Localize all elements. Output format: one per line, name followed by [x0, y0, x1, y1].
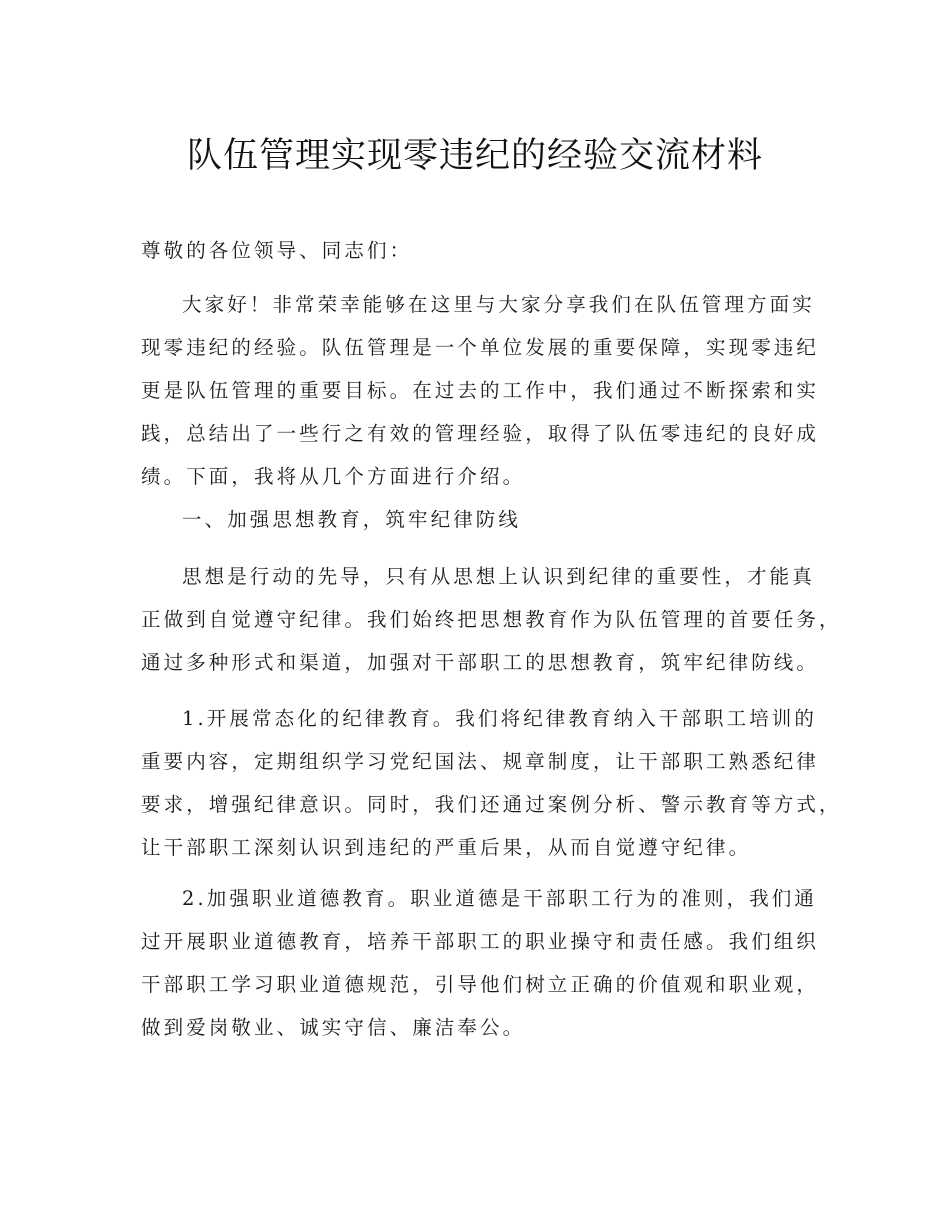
- salutation: [141, 229, 831, 272]
- document-title: 队伍管理实现零违纪的经验交流材料: [186, 136, 763, 177]
- paragraph-line: 现零违纪的经验。队伍管理是一个单位发展的重要保障，实现零违纪: [141, 336, 820, 359]
- paragraph-line: 1.开展常态化的纪律教育。我们将纪律教育纳入干部职工培训的: [182, 707, 818, 730]
- paragraph-line: 正做到自觉遵守纪律。我们始终把思想教育作为队伍管理的首要任务，: [141, 608, 842, 631]
- paragraph-line: 过开展职业道德教育，培养干部职工的职业操守和责任感。我们组织: [141, 930, 820, 953]
- paragraph-line: 绩。下面，我将从几个方面进行介绍。: [141, 465, 526, 488]
- paragraph-line: 思想是行动的先导，只有从思想上认识到纪律的重要性，才能真: [182, 565, 815, 588]
- paragraph-line: 要求，增强纪律意识。同时，我们还通过案例分析、警示教育等方式，: [141, 793, 842, 816]
- paragraph-line: 做到爱岗敬业、诚实守信、廉洁奉公。: [141, 1016, 526, 1039]
- paragraph-line: 通过多种形式和渠道，加强对干部职工的思想教育，筑牢纪律防线。: [141, 651, 820, 674]
- paragraph-thought-education: [141, 555, 842, 684]
- paragraph-line: 重要内容，定期组织学习党纪国法、规章制度，让干部职工熟悉纪律: [141, 750, 820, 773]
- paragraph-line: 2.加强职业道德教育。职业道德是干部职工行为的准则，我们通: [182, 887, 818, 910]
- salutation-line: 尊敬的各位领导、同志们：: [141, 239, 413, 262]
- paragraph-item-1: [141, 697, 842, 869]
- paragraph-line: 践，总结出了一些行之有效的管理经验，取得了队伍零违纪的良好成: [141, 422, 820, 445]
- section-heading-line: 一、加强思想教育，筑牢纪律防线: [182, 508, 522, 531]
- paragraph-line: 更是队伍管理的重要目标。在过去的工作中，我们通过不断探索和实: [141, 379, 820, 402]
- section-heading-1: [141, 498, 831, 541]
- paragraph-intro: [141, 283, 831, 498]
- paragraph-line: 干部职工学习职业道德规范，引导他们树立正确的价值观和职业观，: [141, 973, 820, 996]
- paragraph-item-2: [141, 877, 831, 1049]
- paragraph-line: 让干部职工深刻认识到违纪的严重后果，从而自觉遵守纪律。: [141, 836, 752, 859]
- paragraph-line: 大家好！非常荣幸能够在这里与大家分享我们在队伍管理方面实: [182, 293, 815, 316]
